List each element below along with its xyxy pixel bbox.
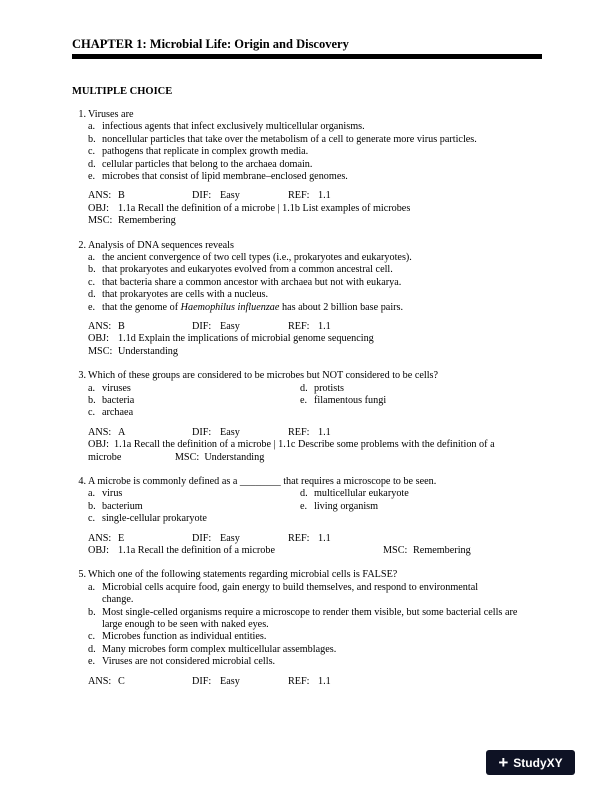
ref-value: 1.1: [318, 321, 331, 333]
option: [88, 582, 540, 607]
option-letter: b.: [88, 133, 96, 145]
option-letter: c.: [88, 276, 96, 288]
option-text: Many microbes form complex multicellular assemblages.: [102, 643, 337, 655]
question-4: [72, 476, 540, 557]
option: [88, 407, 300, 419]
option-letter: c.: [88, 407, 96, 419]
option-text: the ancient convergence of two cell types (i.e., prokaryotes and eukaryotes).: [102, 252, 412, 264]
option: [300, 395, 500, 407]
obj-label: OBJ:: [88, 202, 109, 214]
option-letter: e.: [88, 301, 96, 313]
ref-value: 1.1: [318, 675, 331, 687]
ans-label: ANS:: [88, 321, 112, 333]
answer-meta: [72, 321, 540, 358]
ans-label: ANS:: [88, 190, 112, 202]
studyxy-badge[interactable]: [486, 750, 575, 775]
question-3: [72, 370, 540, 464]
option: [88, 656, 540, 668]
obj-value: 1.1a Recall the definition of a microbe | 1.1b List examples of microbes: [118, 202, 411, 214]
ans-value: E: [118, 532, 125, 544]
option-text-italic: Haemophilus influenzae: [180, 301, 280, 313]
option-letter: a.: [88, 121, 96, 133]
chapter-title: CHAPTER 1: Microbial Life: Origin and Discovery: [72, 37, 349, 51]
option-text: cellular particles that belong to the archaea domain.: [102, 158, 313, 170]
msc-label: MSC:: [88, 345, 113, 357]
ans-value: A: [118, 426, 126, 438]
option: [300, 383, 500, 395]
option-text: bacteria: [102, 395, 135, 407]
option-letter: e.: [88, 171, 96, 183]
option-text: noncellular particles that take over the metabolism of a cell to generate more virus particles.: [102, 133, 477, 145]
brand-name: Study: [513, 755, 547, 770]
option-text: Microbes function as individual entities.: [102, 631, 267, 643]
question-stem: [72, 240, 540, 252]
ans-value: B: [118, 321, 125, 333]
title-rule: [72, 54, 542, 59]
dif-value: Easy: [220, 675, 240, 687]
option-letter: c.: [88, 631, 96, 643]
msc-value: Remembering: [413, 545, 471, 557]
option: [88, 146, 540, 158]
obj-label: OBJ:: [88, 333, 109, 345]
section-heading: MULTIPLE CHOICE: [72, 86, 173, 97]
question-number: 4.: [78, 476, 86, 488]
option: [88, 383, 300, 395]
ref-label: REF:: [288, 190, 310, 202]
obj-label: OBJ:: [88, 545, 109, 557]
option-letter: e.: [300, 500, 308, 512]
option-letter: d.: [300, 488, 308, 500]
msc-label: MSC:: [174, 451, 200, 463]
ans-label: ANS:: [88, 532, 112, 544]
option-letter: d.: [88, 643, 96, 655]
obj-line: [88, 333, 540, 345]
ans-label: ANS:: [88, 675, 112, 687]
option-letter: c.: [88, 146, 96, 158]
option: [88, 395, 300, 407]
option-text: protists: [314, 382, 345, 394]
option-text: Most single-celled organisms require a microscope to render them visible, but some bacterial cells are large enough to be seen with naked eyes.: [102, 606, 518, 631]
option: [88, 159, 540, 171]
question-number: 5.: [78, 569, 86, 581]
options-list: [72, 582, 540, 669]
dif-value: Easy: [220, 532, 240, 544]
option: [88, 607, 540, 632]
option-text: Microbial cells acquire food, gain energy to build themselves, and respond to environmental change.: [102, 581, 479, 606]
answer-line: [88, 427, 540, 439]
option-text-pre: that the genome of: [102, 301, 181, 313]
option: [88, 644, 540, 656]
option-text: Viruses are not considered microbial cells.: [102, 656, 276, 668]
ans-value: C: [118, 675, 125, 687]
options-list: [72, 121, 540, 183]
answer-line: [88, 676, 540, 688]
answer-meta: [72, 427, 540, 464]
option-text: that bacteria share a common ancestor with archaea but not with eukarya.: [102, 276, 402, 288]
ref-value: 1.1: [318, 532, 331, 544]
option-letter: a.: [88, 488, 96, 500]
option: [88, 264, 540, 276]
answer-meta: [72, 533, 540, 558]
msc-line: [88, 346, 540, 358]
obj-line: [88, 545, 540, 557]
option-text: infectious agents that infect exclusively multicellular organisms.: [102, 121, 365, 133]
dif-value: Easy: [220, 190, 240, 202]
option: [300, 501, 500, 513]
ref-value: 1.1: [318, 190, 331, 202]
option: [88, 289, 540, 301]
answer-meta: [72, 190, 540, 227]
option-text: living organism: [314, 500, 379, 512]
option-letter: a.: [88, 252, 96, 264]
msc-value: Understanding: [118, 345, 178, 357]
question-text: Which one of the following statements regarding microbial cells is FALSE?: [88, 569, 398, 581]
option-text: that prokaryotes are cells with a nucleus.: [102, 289, 269, 301]
brand-suffix: XY: [546, 755, 563, 770]
answer-meta: [72, 676, 540, 688]
option-text: single-cellular prokaryote: [102, 513, 207, 525]
option: [88, 171, 540, 183]
question-number: 1.: [78, 109, 86, 120]
option: [88, 121, 540, 133]
dif-value: Easy: [220, 426, 240, 438]
option-text: virus: [102, 488, 123, 500]
question-stem: [72, 109, 540, 121]
option: [88, 488, 300, 500]
option: [88, 302, 540, 314]
dif-label: DIF:: [192, 426, 212, 438]
option: [88, 501, 300, 513]
ref-label: REF:: [288, 426, 310, 438]
option-letter: d.: [88, 289, 96, 301]
ans-label: ANS:: [88, 426, 112, 438]
option-letter: d.: [88, 158, 96, 170]
question-text: Analysis of DNA sequences reveals: [88, 239, 234, 251]
dif-label: DIF:: [192, 321, 212, 333]
option: [88, 134, 540, 146]
dif-value: Easy: [220, 321, 240, 333]
answer-line: [88, 190, 540, 202]
option-letter: e.: [88, 656, 96, 668]
ref-label: REF:: [288, 675, 310, 687]
option-letter: b.: [88, 606, 96, 618]
question-text: Which of these groups are considered to be microbes but NOT considered to be cells?: [88, 370, 439, 382]
option-text: that prokaryotes and eukaryotes evolved from a common ancestral cell.: [102, 264, 393, 276]
option: [300, 488, 500, 500]
obj-value: 1.1a Recall the definition of a microbe | 1.1c Describe some problems with the definition of a microbe: [88, 439, 495, 463]
ref-label: REF:: [288, 532, 310, 544]
answer-line: [88, 321, 540, 333]
question-text: Viruses are: [88, 109, 134, 120]
option-text-post: has about 2 billion base pairs.: [279, 301, 404, 313]
option-text: viruses: [102, 382, 131, 394]
obj-line: [88, 203, 540, 215]
question-2: [72, 240, 540, 359]
options-grid: [72, 488, 540, 525]
question-5: [72, 569, 540, 688]
question-stem: [72, 370, 540, 382]
option-letter: b.: [88, 500, 96, 512]
msc-label: MSC:: [383, 545, 408, 557]
option-letter: e.: [300, 395, 308, 407]
options-list: [72, 252, 540, 314]
option: [88, 513, 300, 525]
option-letter: a.: [88, 382, 96, 394]
option-letter: a.: [88, 581, 96, 593]
option: [88, 252, 540, 264]
document-page: [72, 36, 540, 688]
option-text: microbes that consist of lipid membrane–enclosed genomes.: [102, 171, 348, 183]
msc-line: [88, 215, 540, 227]
plus-icon: +: [498, 753, 509, 772]
ref-value: 1.1: [318, 426, 331, 438]
obj-line: [88, 439, 540, 464]
option-text: archaea: [102, 407, 134, 419]
option-text: pathogens that replicate in complex growth media.: [102, 146, 309, 158]
option-letter: b.: [88, 264, 96, 276]
answer-line: [88, 533, 540, 545]
question-stem: [72, 476, 540, 488]
question-number: 2.: [78, 239, 86, 251]
option: [88, 277, 540, 289]
option-letter: d.: [300, 382, 308, 394]
dif-label: DIF:: [192, 532, 212, 544]
option: [88, 631, 540, 643]
obj-label: OBJ:: [88, 439, 109, 451]
msc-label: MSC:: [88, 215, 113, 227]
option-letter: b.: [88, 395, 96, 407]
option-text: bacterium: [102, 500, 143, 512]
question-text: A microbe is commonly defined as a ________ that requires a microscope to be seen.: [88, 476, 437, 488]
option-letter: c.: [88, 513, 96, 525]
question-1: [72, 109, 540, 228]
ref-label: REF:: [288, 321, 310, 333]
question-number: 3.: [78, 370, 86, 382]
obj-value: 1.1a Recall the definition of a microbe: [118, 545, 276, 557]
option-text: multicellular eukaryote: [314, 488, 409, 500]
dif-label: DIF:: [192, 190, 212, 202]
obj-value: 1.1d Explain the implications of microbial genome sequencing: [118, 333, 374, 345]
msc-value: Understanding: [204, 451, 265, 463]
option-text: filamentous fungi: [314, 395, 387, 407]
ans-value: B: [118, 190, 125, 202]
options-grid: [72, 383, 540, 420]
dif-label: DIF:: [192, 675, 212, 687]
question-stem: [72, 569, 540, 581]
msc-value: Remembering: [118, 215, 176, 227]
